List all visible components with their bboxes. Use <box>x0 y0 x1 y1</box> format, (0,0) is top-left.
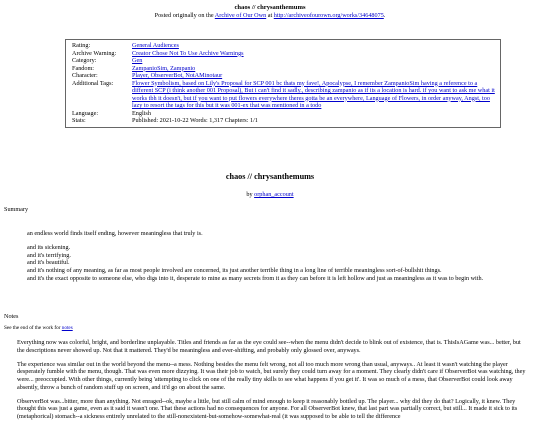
metadata-label: Character: <box>72 72 98 79</box>
metadata-label: Stats: <box>72 117 86 124</box>
summary-line: and it's beautiful. <box>27 259 70 267</box>
metadata-row <box>70 42 496 50</box>
document-header <box>0 4 540 20</box>
byline <box>0 191 540 199</box>
work-metadata <box>65 39 501 128</box>
metadata-label: Category: <box>72 57 97 64</box>
metadata-value-link[interactable]: Flower Symbolism, based on Lily's Proposal for SCP 001 bc thats my fave!, Apocalypse, I remember ZampanioSim having a reference to a different SCP (i think another 001 Proposal), But i can't find it sadly., describing zampanio as if its a location is hard. if you want to ask me what it works tbh it doesn't, but if you want to put flowers everywhere theres gotta be an everywhere, Language of Flowers, in order anyway, Angst, too lazy to resort the tags for this but it was 001-ex that was mentioned in a todo <box>132 79 495 109</box>
metadata-value-link[interactable]: ZampanioSim, Zampanio <box>132 64 196 72</box>
metadata-value-cell <box>132 57 496 65</box>
summary-line: and its sickening. <box>27 243 71 251</box>
metadata-table <box>70 42 496 125</box>
body-paragraph: Everything now was colorful, bright, and borderline unplayable. Titles and friends as far as the eye could see--when the menu didn't decide to blink out of existence, that is. ThisIsAGame was... better, but the descriptions never showed up. Not that it mattered. They'd be meaningless and ever-shifting, and probably only glossed over, anyways. <box>17 339 521 354</box>
metadata-value-cell <box>132 80 496 110</box>
metadata-row <box>70 72 496 80</box>
metadata-value-link[interactable]: Gen <box>132 57 143 64</box>
metadata-row <box>70 65 496 73</box>
metadata-label: Additional Tags: <box>72 79 114 87</box>
summary-heading: Summary <box>4 206 29 213</box>
byline-prefix: by <box>246 191 255 198</box>
metadata-value-link[interactable]: General Audiences <box>132 42 179 49</box>
summary-line: and it's the exact opposite to someone else, who digs into it, desperate to mine as many secrets from it as they can before it is left hollow and just as meaningless as it was to begin with. <box>27 274 484 282</box>
work-title: chaos // chrysanthemums <box>225 172 315 181</box>
metadata-value-link[interactable]: Player, ObserverBot, NotAMinotaur <box>132 72 223 79</box>
notes-heading: Notes <box>4 313 19 320</box>
metadata-row <box>70 110 496 118</box>
metadata-value-cell <box>132 72 496 80</box>
summary-line: and it's nothing of any meaning, as far as most people involved are concerned, its just another terrible thing in a long line of terrible meaningless sort-of-bullshit things. <box>27 267 442 274</box>
metadata-row <box>70 117 496 125</box>
metadata-value-cell <box>132 42 496 50</box>
metadata-value: English <box>132 109 151 117</box>
posted-line <box>0 12 540 20</box>
posted-mid: at <box>266 12 274 20</box>
posted-suffix: . <box>383 12 386 20</box>
metadata-label: Fandom: <box>72 64 95 72</box>
summary-lines <box>27 244 507 283</box>
metadata-row <box>70 50 496 58</box>
summary-body <box>27 230 507 283</box>
archive-link[interactable]: Archive of Our Own <box>214 12 267 20</box>
metadata-row <box>70 80 496 110</box>
header-title: chaos // chrysanthemums <box>234 4 306 11</box>
author-link[interactable]: orphan_account <box>254 191 294 198</box>
metadata-row <box>70 57 496 65</box>
metadata-value: Published: 2021-10-22 Words: 1,317 Chapters: 1/1 <box>132 117 258 124</box>
summary-line: and it's terrifying. <box>27 251 71 259</box>
metadata-value-cell <box>132 50 496 58</box>
metadata-value-cell <box>132 110 496 118</box>
notes-link[interactable]: notes <box>61 325 73 331</box>
work-url-link[interactable]: http://archiveofourown.org/works/34648075 <box>273 12 384 20</box>
body-paragraph: ObserverBot was...bitter, more than anything. Not enraged--ok, maybe a little, but still calm of mind enough to keep it reasonably bottled up. The player... why did they do that? Logically, it knew. They thought this was just a game, even as it said it wasn't one. That these actions had no consequences for anyone. For all ObserverBot knew, that last part was partially correct, but still... It made it sick to its (metaphorical) stomach--a sickness entirely unrelated to the still-nonexistent-but-somehow-somewhat-real (it was supposed to be able to tell the difference <box>17 397 518 420</box>
metadata-label: Rating: <box>72 42 91 49</box>
metadata-value-cell <box>132 117 496 125</box>
posted-prefix: Posted originally on the <box>154 12 215 20</box>
metadata-label: Archive Warning: <box>72 49 117 57</box>
metadata-label: Language: <box>72 109 99 117</box>
chapter-text <box>17 339 529 427</box>
metadata-value-link[interactable]: Creator Chose Not To Use Archive Warnings <box>132 49 244 57</box>
metadata-value-cell <box>132 65 496 73</box>
summary-paragraph: an endless world finds itself ending, however meaningless that truly is. <box>27 230 203 237</box>
notes-body <box>4 325 73 332</box>
body-paragraph: The experience was similar out in the world beyond the menu--a mess. Nothing besides the menu felt wrong, not all too much more wrong than usual, anyways.. At least it wasn't watching the player desperately fumble with the menu, though. That was even more dizzying. It was their job to watch, but surely they could turn away for a moment. They clearly didn't care if ObserverBot was watching, they were... preoccupied. With other things, currently being 'attempting to click on one of the really tiny skills to see what happens if you get it'. It was so much of a mess, that ObserverBot could look away absently, throw a bunch of random stuff up on screen, and it'd go on about the same. <box>17 360 526 391</box>
notes-prefix: See the end of the work for <box>4 325 62 331</box>
